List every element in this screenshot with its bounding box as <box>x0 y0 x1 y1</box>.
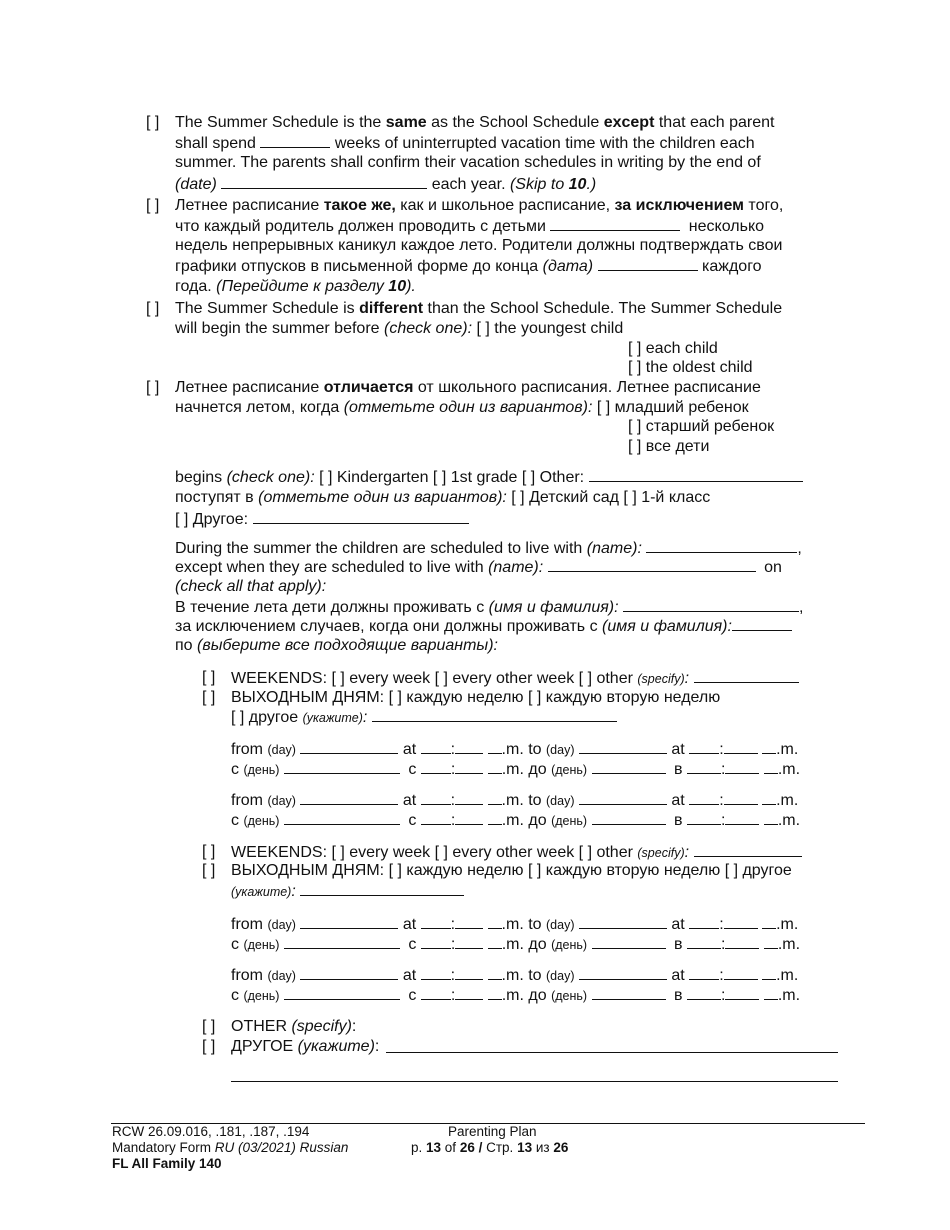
p2-line2: что каждый родитель должен проводить с детьми несколько <box>175 218 765 235</box>
other-ru: ДРУГОЕ (укажите): <box>231 1038 380 1055</box>
hour-blank[interactable] <box>689 739 719 754</box>
minute-blank[interactable] <box>725 759 759 774</box>
to-day-blank-ru[interactable] <box>592 810 666 825</box>
minute-blank[interactable] <box>455 810 483 825</box>
checkbox-weekends-1[interactable]: [ ] <box>202 669 216 686</box>
minute-blank[interactable] <box>455 739 483 754</box>
hour-blank[interactable] <box>421 914 451 929</box>
live-with-name-blank[interactable] <box>646 538 797 553</box>
p1-line1: The Summer Schedule is the same as the School Schedule except that each parent <box>175 114 775 131</box>
hour-blank[interactable] <box>689 914 719 929</box>
minute-blank[interactable] <box>455 965 483 980</box>
to-day-blank[interactable] <box>579 790 667 805</box>
ampm-blank[interactable] <box>762 914 776 929</box>
ampm-blank[interactable] <box>488 914 502 929</box>
to-day-blank-ru[interactable] <box>592 759 666 774</box>
during-line1: During the summer the children are scheduled to live with (name): , <box>175 540 802 557</box>
from-day-blank[interactable] <box>300 739 398 754</box>
checkbox-summer-same-ru[interactable]: [ ] <box>146 197 160 214</box>
p4-line1: Летнее расписание отличается от школьного расписания. Летнее расписание <box>175 379 761 396</box>
during-line2: except when they are scheduled to live with (name): on <box>175 559 782 576</box>
from-day-blank[interactable] <box>300 914 398 929</box>
checkbox-other-ru[interactable]: [ ] <box>202 1038 216 1055</box>
from-day-blank-ru[interactable] <box>284 810 400 825</box>
ampm-blank[interactable] <box>488 759 502 774</box>
hour-blank[interactable] <box>421 759 451 774</box>
minute-blank[interactable] <box>455 790 483 805</box>
hour-blank[interactable] <box>687 985 721 1000</box>
hour-blank[interactable] <box>421 965 451 980</box>
p2-line1: Летнее расписание такое же, как и школьное расписание, за исключением того, <box>175 197 784 214</box>
option-oldest-child[interactable]: [ ] the oldest child <box>628 359 753 376</box>
to-day-blank-ru[interactable] <box>592 934 666 949</box>
time-row-en: from (day) at : .m. to (day) at : .m. <box>231 741 799 758</box>
ampm-blank[interactable] <box>488 790 502 805</box>
other-en: OTHER (specify): <box>231 1018 357 1035</box>
during-line4: В течение лета дети должны проживать с (имя и фамилия): , <box>175 599 804 616</box>
during-line5: за исключением случаев, когда они должны проживать с (имя и фамилия): <box>175 616 792 637</box>
time-row-ru: с (день) с : .m. до (день) в : .m. <box>231 812 801 829</box>
weekends-1-specify-blank[interactable] <box>694 668 799 683</box>
hour-blank[interactable] <box>421 739 451 754</box>
option-all-children-ru[interactable]: [ ] все дети <box>628 438 710 455</box>
minute-blank[interactable] <box>455 934 483 949</box>
weekends-2-ru-specify-blank[interactable] <box>300 881 464 896</box>
footer-title: Parenting Plan <box>448 1124 537 1139</box>
other-specify-line[interactable] <box>386 1052 838 1053</box>
hour-blank[interactable] <box>421 985 451 1000</box>
hour-blank[interactable] <box>421 810 451 825</box>
time-row-en: from (day) at : .m. to (day) at : .m. <box>231 792 799 809</box>
p4-line2: начнется летом, когда (отметьте один из вариантов): [ ] младший ребенок <box>175 399 749 416</box>
checkbox-weekends-1-ru[interactable]: [ ] <box>202 689 216 706</box>
ampm-blank[interactable] <box>764 810 778 825</box>
date-blank-ru[interactable] <box>598 256 698 271</box>
weekends-2-en: WEEKENDS: [ ] every week [ ] every other week [ ] other (specify): <box>231 842 802 863</box>
p2-line3: недель непрерывных каникул каждое лето. Родители должны подтверждать свои <box>175 237 783 254</box>
checkbox-weekends-2[interactable]: [ ] <box>202 843 216 860</box>
checkbox-summer-different-ru[interactable]: [ ] <box>146 379 160 396</box>
to-day-blank[interactable] <box>579 965 667 980</box>
weekends-1-en: WEEKENDS: [ ] every week [ ] every other week [ ] other (specify): <box>231 668 799 689</box>
ampm-blank[interactable] <box>488 739 502 754</box>
weeks-blank-ru[interactable] <box>550 216 680 231</box>
other-grade-blank-ru[interactable] <box>253 509 469 524</box>
ampm-blank[interactable] <box>488 810 502 825</box>
from-day-blank-ru[interactable] <box>284 934 400 949</box>
ampm-blank[interactable] <box>488 965 502 980</box>
begins-other-ru: [ ] Другое: <box>175 509 469 530</box>
to-day-blank[interactable] <box>579 914 667 929</box>
footer-code: FL All Family 140 <box>112 1156 222 1171</box>
ampm-blank[interactable] <box>762 739 776 754</box>
minute-blank[interactable] <box>725 934 759 949</box>
ampm-blank[interactable] <box>762 965 776 980</box>
begins-line: begins (check one): [ ] Kindergarten [ ] 1st grade [ ] Other: <box>175 467 803 488</box>
from-day-blank[interactable] <box>300 965 398 980</box>
hour-blank[interactable] <box>421 790 451 805</box>
other-grade-blank[interactable] <box>589 467 803 482</box>
from-day-blank-ru[interactable] <box>284 759 400 774</box>
weekends-1-ru-other: [ ] другое (укажите): <box>231 707 617 728</box>
weekends-1-ru: ВЫХОДНЫМ ДНЯМ: [ ] каждую неделю [ ] каждую вторую неделю <box>231 689 721 706</box>
footer-form: Mandatory Form RU (03/2021) Russian <box>112 1140 349 1155</box>
weekends-2-ru: ВЫХОДНЫМ ДНЯМ: [ ] каждую неделю [ ] каждую вторую неделю [ ] другое <box>231 862 792 879</box>
minute-blank[interactable] <box>724 790 758 805</box>
minute-blank[interactable] <box>455 985 483 1000</box>
ampm-blank[interactable] <box>762 790 776 805</box>
minute-blank[interactable] <box>724 914 758 929</box>
ampm-blank[interactable] <box>488 985 502 1000</box>
hour-blank[interactable] <box>687 934 721 949</box>
weekends-2-ru-specify: (укажите): <box>231 881 464 902</box>
hour-blank[interactable] <box>689 790 719 805</box>
checkbox-summer-same[interactable]: [ ] <box>146 114 160 131</box>
hour-blank[interactable] <box>687 759 721 774</box>
footer-page: p. 13 of 26 / Стр. 13 из 26 <box>411 1140 569 1155</box>
footer-rcw: RCW 26.09.016, .181, .187, .194 <box>112 1124 310 1139</box>
option-each-child[interactable]: [ ] each child <box>628 340 718 357</box>
except-name-blank[interactable] <box>548 557 756 572</box>
hour-blank[interactable] <box>421 934 451 949</box>
p3-line2: will begin the summer before (check one): [ ] the youngest child <box>175 320 624 337</box>
p3-line1: The Summer Schedule is different than the School Schedule. The Summer Schedule <box>175 300 783 317</box>
during-line6: по (выберите все подходящие варианты): <box>175 637 498 654</box>
time-row-ru: с (день) с : .m. до (день) в : .m. <box>231 987 801 1004</box>
weeks-blank[interactable] <box>260 133 330 148</box>
p1-line3: summer. The parents shall confirm their vacation schedules in writing by the end of <box>175 154 761 171</box>
begins-line-ru: поступят в (отметьте один из вариантов): [ ] Детский сад [ ] 1-й класс <box>175 489 711 506</box>
from-day-blank[interactable] <box>300 790 398 805</box>
weekends-1-ru-specify-blank[interactable] <box>372 707 617 722</box>
to-day-blank[interactable] <box>579 739 667 754</box>
other-specify-line-2[interactable] <box>231 1081 838 1082</box>
time-row-ru: с (день) с : .m. до (день) в : .m. <box>231 761 801 778</box>
ampm-blank[interactable] <box>488 934 502 949</box>
minute-blank[interactable] <box>725 985 759 1000</box>
hour-blank[interactable] <box>689 965 719 980</box>
live-with-name-blank-ru[interactable] <box>623 597 799 612</box>
p1-line4: (date) each year. (Skip to 10.) <box>175 176 597 193</box>
minute-blank[interactable] <box>725 810 759 825</box>
option-oldest-child-ru[interactable]: [ ] старший ребенок <box>628 418 775 435</box>
ampm-blank[interactable] <box>764 934 778 949</box>
checkbox-summer-different[interactable]: [ ] <box>146 300 160 317</box>
date-blank[interactable] <box>221 174 427 189</box>
checkbox-other[interactable]: [ ] <box>202 1018 216 1035</box>
time-row-en: from (day) at : .m. to (day) at : .m. <box>231 916 799 933</box>
hour-blank[interactable] <box>687 810 721 825</box>
ampm-blank[interactable] <box>764 985 778 1000</box>
except-name-blank-ru[interactable] <box>732 616 792 631</box>
p2-line5: года. (Перейдите к разделу 10). <box>175 278 416 295</box>
time-row-en: from (day) at : .m. to (day) at : .m. <box>231 967 799 984</box>
from-day-blank-ru[interactable] <box>284 985 400 1000</box>
time-row-ru: с (день) с : .m. до (день) в : .m. <box>231 936 801 953</box>
minute-blank[interactable] <box>724 739 758 754</box>
during-line3: (check all that apply): <box>175 578 327 595</box>
minute-blank[interactable] <box>455 759 483 774</box>
ampm-blank[interactable] <box>764 759 778 774</box>
minute-blank[interactable] <box>724 965 758 980</box>
p2-line4: графики отпусков в письменной форме до конца (дата) каждого <box>175 258 762 275</box>
weekends-2-specify-blank[interactable] <box>694 842 802 857</box>
checkbox-weekends-2-ru[interactable]: [ ] <box>202 862 216 879</box>
to-day-blank-ru[interactable] <box>592 985 666 1000</box>
p1-line2: shall spend weeks of uninterrupted vacation time with the children each <box>175 135 755 152</box>
minute-blank[interactable] <box>455 914 483 929</box>
